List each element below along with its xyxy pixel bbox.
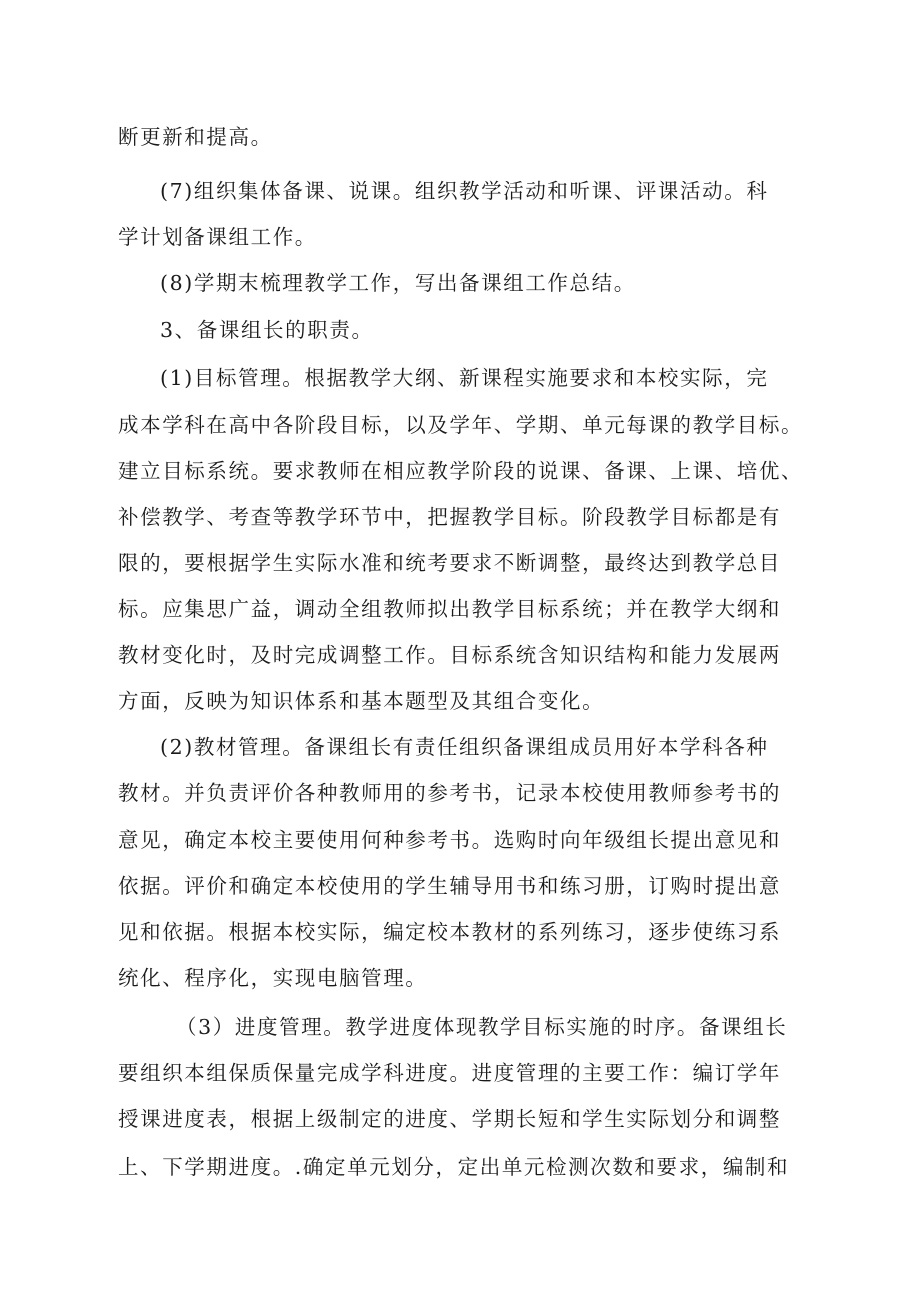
text-line: 教材变化时，及时完成调整工作。目标系统含知识结构和能力发展两	[118, 643, 781, 667]
text-line: 授课进度表，根据上级制定的进度、学期长短和学生实际划分和调整	[118, 1107, 781, 1131]
text-line: 上、下学期进度。.确定单元划分，定出单元检测次数和要求，编制和	[118, 1155, 790, 1179]
text-line: 依据。评价和确定本校使用的学生辅导用书和练习册，订购时提出意	[118, 874, 781, 898]
text-line: (1)目标管理。根据教学大纲、新课程实施要求和本校实际，完	[160, 366, 769, 390]
text-line: （3）进度管理。教学进度体现教学目标实施的时序。备课组长	[176, 1015, 788, 1039]
text-line: 见和依据。根据本校实际，编定校本教材的系列练习，逐步使练习系	[118, 920, 781, 944]
text-line: 成本学科在高中各阶段目标，以及学年、学期、单元每课的教学目标。	[118, 413, 804, 437]
text-line: 建立目标系统。要求教师在相应教学阶段的说课、备课、上课、培优、	[118, 459, 804, 483]
text-line: 限的，要根据学生实际水准和统考要求不断调整，最终达到教学总目	[118, 551, 781, 575]
text-line: 意见，确定本校主要使用何种参考书。选购时向年级组长提出意见和	[118, 828, 781, 852]
text-line: 教材。并负责评价各种教师用的参考书，记录本校使用教师参考书的	[118, 781, 781, 805]
text-line: 学计划备课组工作。	[118, 225, 317, 249]
text-line: 断更新和提高。	[118, 125, 273, 149]
text-line: (7)组织集体备课、说课。组织教学活动和听课、评课活动。科	[160, 179, 769, 203]
text-line: (8)学期末梳理教学工作，写出备课组工作总结。	[160, 271, 636, 295]
text-line: 要组织本组保质保量完成学科进度。进度管理的主要工作：编订学年	[118, 1061, 781, 1085]
text-line: 补偿教学、考查等教学环节中，把握教学目标。阶段教学目标都是有	[118, 505, 781, 529]
text-line: 标。应集思广益，调动全组教师拟出教学目标系统；并在教学大纲和	[118, 597, 781, 621]
text-line: 方面，反映为知识体系和基本题型及其组合变化。	[118, 689, 605, 713]
text-line: (2)教材管理。备课组长有责任组织备课组成员用好本学科各种	[160, 735, 769, 759]
text-line: 3、备课组长的职责。	[160, 318, 374, 342]
text-line: 统化、程序化，实现电脑管理。	[118, 966, 428, 990]
